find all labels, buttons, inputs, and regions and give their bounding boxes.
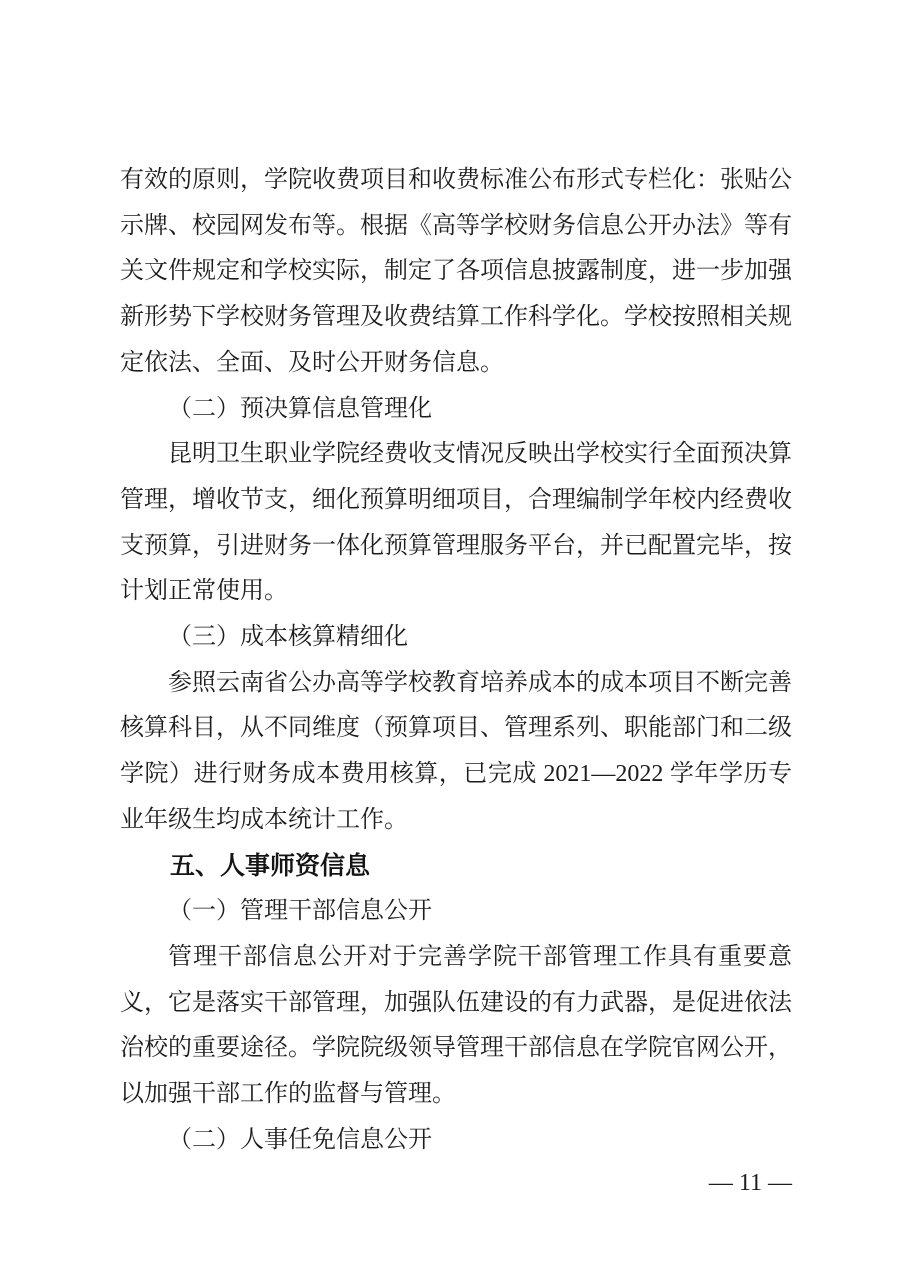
document-content [120, 158, 792, 1163]
chapter-heading-personnel-info: 五、人事师资信息 [170, 851, 371, 880]
subheading-cadre-info-disclosure: （一）管理干部信息公开 [168, 898, 432, 925]
subheading-budget-info: （二）预决算信息管理化 [168, 395, 432, 422]
page-number: — 11 — [708, 1170, 792, 1196]
paragraph-budget-management: 昆明卫生职业学院经费收支情况反映出学校实行全面预决算管理，增收节支，细化预算明细项目，合理编制学年校内经费收支预算，引进财务一体化预算管理服务平台，并已配置完毕，按计划正常使用。 [120, 441, 792, 605]
subheading-personnel-appointment: （二）人事任免信息公开 [168, 1126, 432, 1153]
subheading-cost-accounting: （三）成本核算精细化 [168, 624, 408, 651]
paragraph-cadre-info-disclosure: 管理干部信息公开对于完善学院干部管理工作具有重要意义，它是落实干部管理，加强队伍建设的有力武器，是促进依法治校的重要途径。学院院级领导管理干部信息在学院官网公开，以加强干部工作的监督与管理。 [120, 943, 792, 1108]
paragraph-cost-accounting: 参照云南省公办高等学校教育培养成本的成本项目不断完善核算科目，从不同维度（预算项目、管理系列、职能部门和二级学院）进行财务成本费用核算，已完成 2021—2022 学年学历专业年级生均成本统计工作。 [120, 669, 792, 833]
paragraph-fee-disclosure-continuation: 有效的原则，学院收费项目和收费标准公布形式专栏化：张贴公示牌、校园网发布等。根据《高等学校财务信息公开办法》等有关文件规定和学校实际，制定了各项信息披露制度，进一步加强新形势下学校财务管理及收费结算工作科学化。学校按照相关规定依法、全面、及时公开财务信息。 [120, 167, 792, 376]
